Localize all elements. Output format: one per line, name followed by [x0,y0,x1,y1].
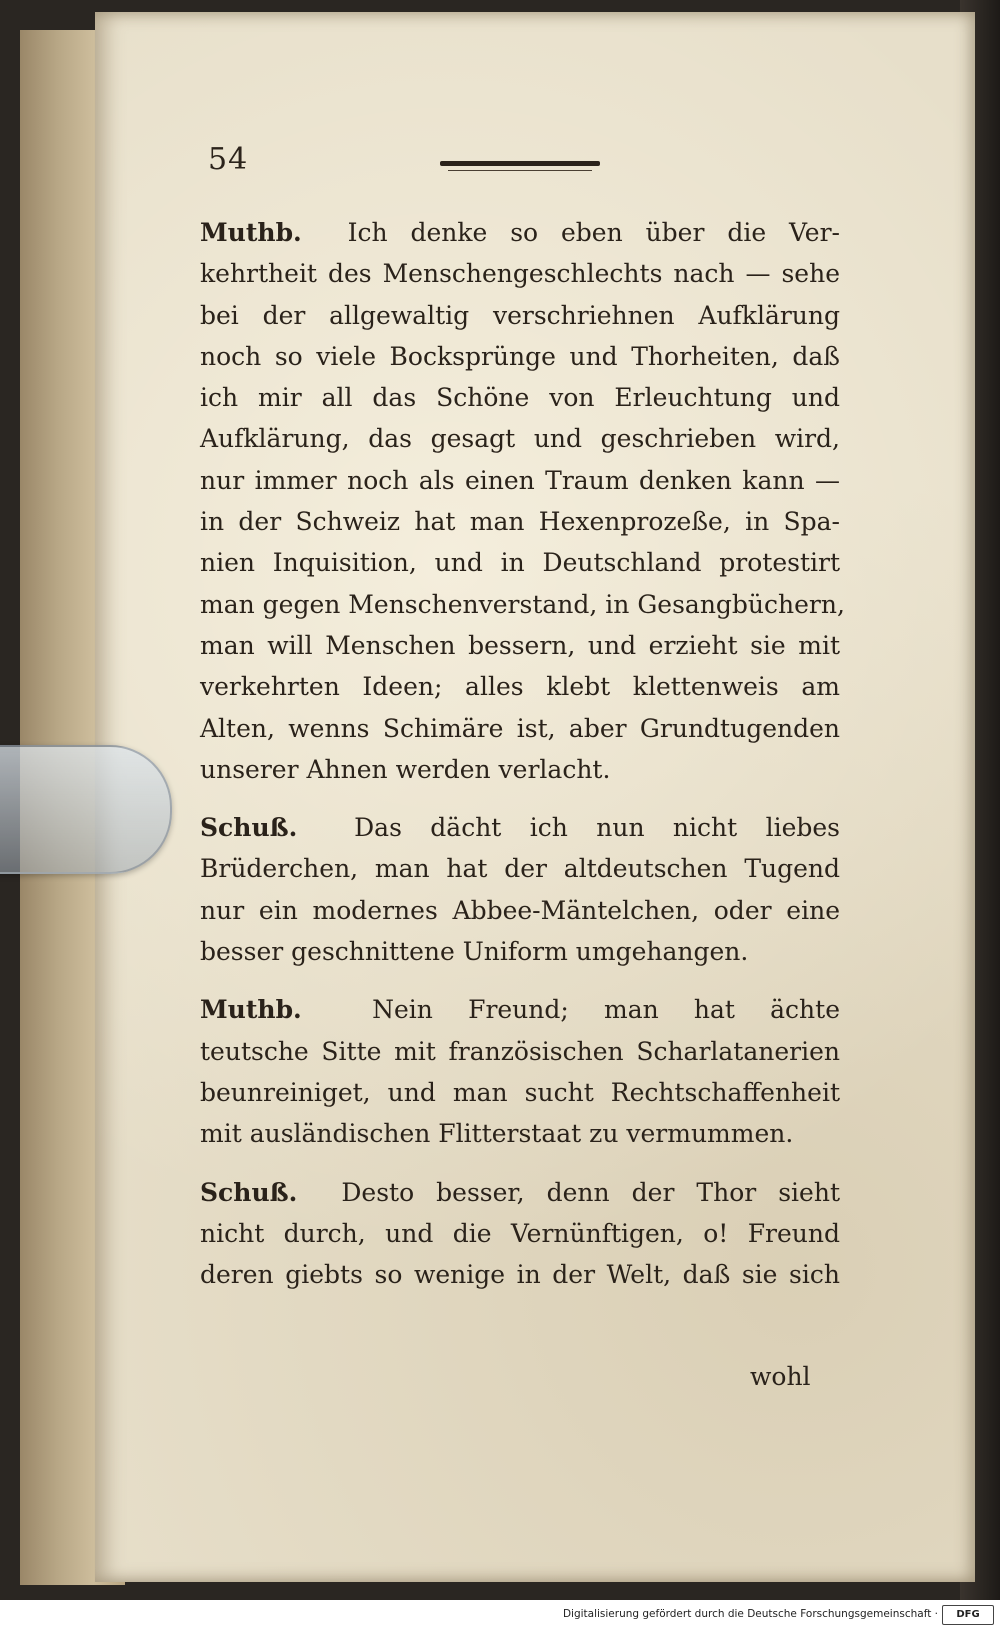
line-text: Nein Freund; man hat ächte [372,995,840,1025]
bookmark-clip [0,745,172,874]
text-line: besser geschnittene Uniform umgehangen. [200,937,749,967]
text-line: nur immer noch als einen Traum denken kann — [200,465,840,495]
paragraph-4 [200,1172,840,1296]
line-text: Desto besser, denn der Thor sieht [341,1177,840,1207]
text-line [200,807,840,848]
text-line: unserer Ahnen werden verlacht. [200,754,611,784]
text-line [200,212,840,253]
paragraph-3 [200,989,840,1154]
text-line: deren giebts so wenige in der Welt, daß sie sich [200,1260,840,1290]
dfg-logo: DFG [942,1605,994,1625]
catchword: wohl [750,1362,811,1391]
line-text: Das dächt ich nun nicht liebes [354,813,840,843]
text-line [200,989,840,1030]
text-line: beunreiniget, und man sucht Rechtschaffenheit [200,1077,840,1107]
page-body [200,212,845,1312]
text-line: nicht durch, und die Vernünftigen, o! Freund [200,1218,840,1248]
paragraph-2 [200,807,840,972]
speaker-name: Muthb. [200,218,302,247]
text-line: bei der allgewaltig verschriehnen Aufklärung [200,300,840,330]
speaker-name: Schuß. [200,813,298,843]
text-line: mit ausländischen Flitterstaat zu vermummen. [200,1119,794,1149]
speaker-name: Muthb. [200,995,302,1025]
header-rule [440,161,600,166]
text-line: verkehrten Ideen; alles klebt klettenweis am [200,672,840,702]
text-line: Brüderchen, man hat der altdeutschen Tugend [200,854,840,884]
line-text: Ich denke so eben über die Ver- [347,218,840,247]
text-line: in der Schweiz hat man Hexenprozeße, in Spa- [200,507,840,537]
paragraph-1 [200,212,845,790]
digitization-footer [0,1600,1000,1629]
speaker-name: Schuß. [200,1177,298,1207]
text-line: man gegen Menschenverstand, in Gesangbüchern, [200,589,845,619]
text-line: ich mir all das Schöne von Erleuchtung und [200,383,840,413]
text-line: teutsche Sitte mit französischen Scharlatanerien [200,1036,840,1066]
text-line: kehrtheit des Menschengeschlechts nach — sehe [200,259,840,289]
text-line: Alten, wenns Schimäre ist, aber Grundtugenden [200,713,840,743]
text-line: Aufklärung, das gesagt und geschrieben wird, [200,424,840,454]
footer-credit: Digitalisierung gefördert durch die Deutsche Forschungsgemeinschaft · [562,1608,938,1620]
page-number: 54 [208,142,249,177]
text-line: nur ein modernes Abbee-Mäntelchen, oder eine [200,895,840,925]
text-line [200,1172,840,1213]
text-line: man will Menschen bessern, und erzieht sie mit [200,630,840,660]
text-line: noch so viele Bocksprünge und Thorheiten, daß [200,341,840,371]
text-line: nien Inquisition, und in Deutschland protestirt [200,548,840,578]
